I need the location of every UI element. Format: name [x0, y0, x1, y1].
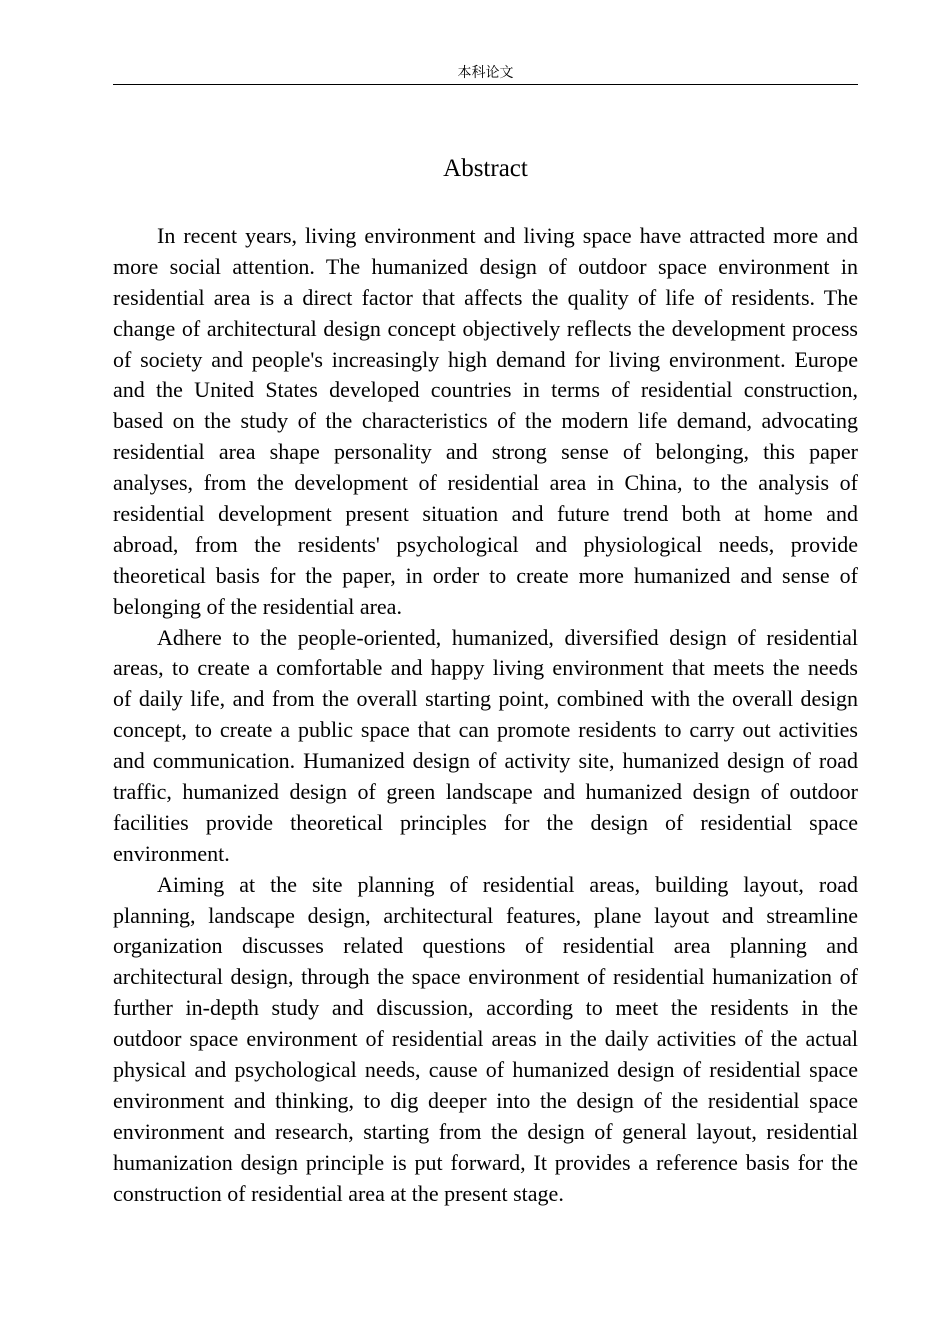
text-line: areas, to create a comfortable and happy living environment that meets the needs	[113, 655, 858, 681]
text-line: outdoor space environment of residential areas in the daily activities of the actual	[113, 1026, 858, 1052]
text-line: further in-depth study and discussion, according to meet the residents in the	[113, 995, 858, 1021]
text-line: change of architectural design concept objectively reflects the development process	[113, 315, 858, 341]
text-line: construction of residential area at the present stage.	[113, 1180, 564, 1206]
text-line: Adhere to the people-oriented, humanized, diversified design of residential	[157, 624, 858, 650]
text-line: organization discusses related questions of residential area planning and	[113, 933, 858, 959]
text-line: belonging of the residential area.	[113, 593, 402, 619]
text-line: In recent years, living environment and living space have attracted more and	[157, 223, 858, 248]
text-line: residential area shape personality and strong sense of belonging, this paper	[113, 439, 858, 465]
text-line: humanization design principle is put forward, It provides a reference basis for the	[113, 1149, 858, 1175]
text-line: traffic, humanized design of green landscape and humanized design of outdoor	[113, 779, 858, 805]
text-line: architectural design, through the space environment of residential humanization of	[113, 964, 858, 990]
text-line: of society and people's increasingly high demand for living environment. Europe	[113, 346, 858, 372]
text-line: environment and thinking, to dig deeper into the design of the residential space	[113, 1087, 858, 1113]
text-line: residential area is a direct factor that affects the quality of life of residents. The	[113, 284, 858, 310]
text-line: planning, landscape design, architectural features, plane layout and streamline	[113, 902, 858, 928]
text-line: abroad, from the residents' psychological and physiological needs, provide	[113, 531, 858, 557]
page-header	[113, 64, 858, 85]
text-line: based on the study of the characteristics of the modern life demand, advocating	[113, 408, 858, 434]
text-line: environment.	[113, 840, 230, 866]
text-line: facilities provide theoretical principles for the design of residential space	[113, 809, 858, 835]
text-line: analyses, from the development of residential area in China, to the analysis of	[113, 470, 858, 496]
abstract-title: Abstract	[443, 155, 528, 182]
text-line: Aiming at the site planning of residential areas, building layout, road	[157, 871, 858, 897]
text-line: more social attention. The humanized design of outdoor space environment in	[113, 253, 858, 279]
running-title: 本科论文	[457, 66, 514, 81]
abstract-paragraph-1	[113, 221, 858, 623]
text-line: environment and research, starting from the design of general layout, residential	[113, 1118, 858, 1144]
text-line: residential development present situation and future trend both at home and	[113, 501, 858, 527]
abstract-paragraph-3	[113, 870, 858, 1210]
text-line: theoretical basis for the paper, in order to create more humanized and sense of	[113, 562, 858, 588]
text-line: of daily life, and from the overall starting point, combined with the overall design	[113, 686, 858, 712]
text-line: physical and psychological needs, cause of humanized design of residential space	[113, 1057, 858, 1083]
text-line: and the United States developed countries in terms of residential construction,	[113, 377, 858, 403]
text-line: and communication. Humanized design of activity site, humanized design of road	[113, 748, 858, 774]
abstract-paragraph-2	[113, 623, 858, 870]
text-line: concept, to create a public space that can promote residents to carry out activities	[113, 717, 858, 743]
abstract-body	[113, 221, 858, 1210]
